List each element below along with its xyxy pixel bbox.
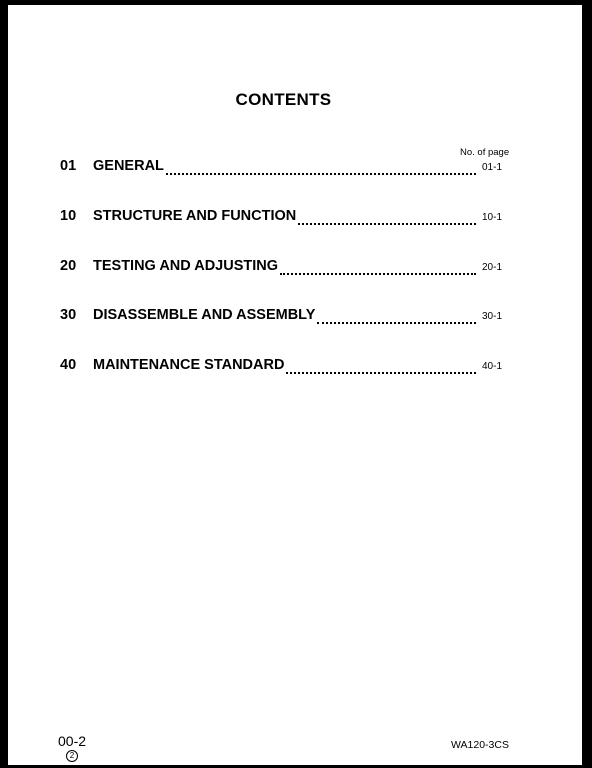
document-page — [8, 5, 582, 765]
toc-entry[interactable] — [60, 158, 510, 180]
dot-leader — [317, 322, 476, 324]
revision-badge: 2 — [66, 750, 78, 762]
dot-leader — [280, 273, 476, 275]
toc-entry-number: 20 — [60, 258, 77, 274]
page-title: CONTENTS — [235, 90, 332, 109]
toc-entry-title: STRUCTURE AND FUNCTION — [93, 208, 297, 224]
toc-entry-page: 30-1 — [482, 311, 503, 322]
toc-entry-title: TESTING AND ADJUSTING — [93, 258, 279, 274]
toc-entry-number: 10 — [60, 208, 77, 224]
page-column-header: No. of page — [460, 147, 510, 158]
toc-entry-page: 01-1 — [482, 162, 503, 173]
toc-entry[interactable] — [60, 307, 510, 329]
toc-entry-number: 40 — [60, 357, 77, 373]
toc-entry-page: 10-1 — [482, 212, 503, 223]
dot-leader — [298, 223, 476, 225]
toc-entry-title: MAINTENANCE STANDARD — [93, 357, 285, 373]
table-of-contents — [8, 5, 582, 765]
toc-entry-number: 01 — [60, 158, 77, 174]
toc-entry-title: GENERAL — [93, 158, 164, 174]
toc-entry-number: 30 — [60, 307, 77, 323]
footer-page-number: 00-2 — [58, 733, 87, 749]
toc-entry-page: 40-1 — [482, 361, 503, 372]
toc-entry[interactable] — [60, 357, 510, 379]
dot-leader — [166, 173, 476, 175]
toc-entry-title: DISASSEMBLE AND ASSEMBLY — [93, 307, 316, 323]
toc-entry[interactable] — [60, 208, 510, 230]
dot-leader — [286, 372, 476, 374]
toc-entry-page: 20-1 — [482, 262, 503, 273]
footer-model-code: WA120-3CS — [451, 739, 509, 751]
toc-entry[interactable] — [60, 258, 510, 280]
